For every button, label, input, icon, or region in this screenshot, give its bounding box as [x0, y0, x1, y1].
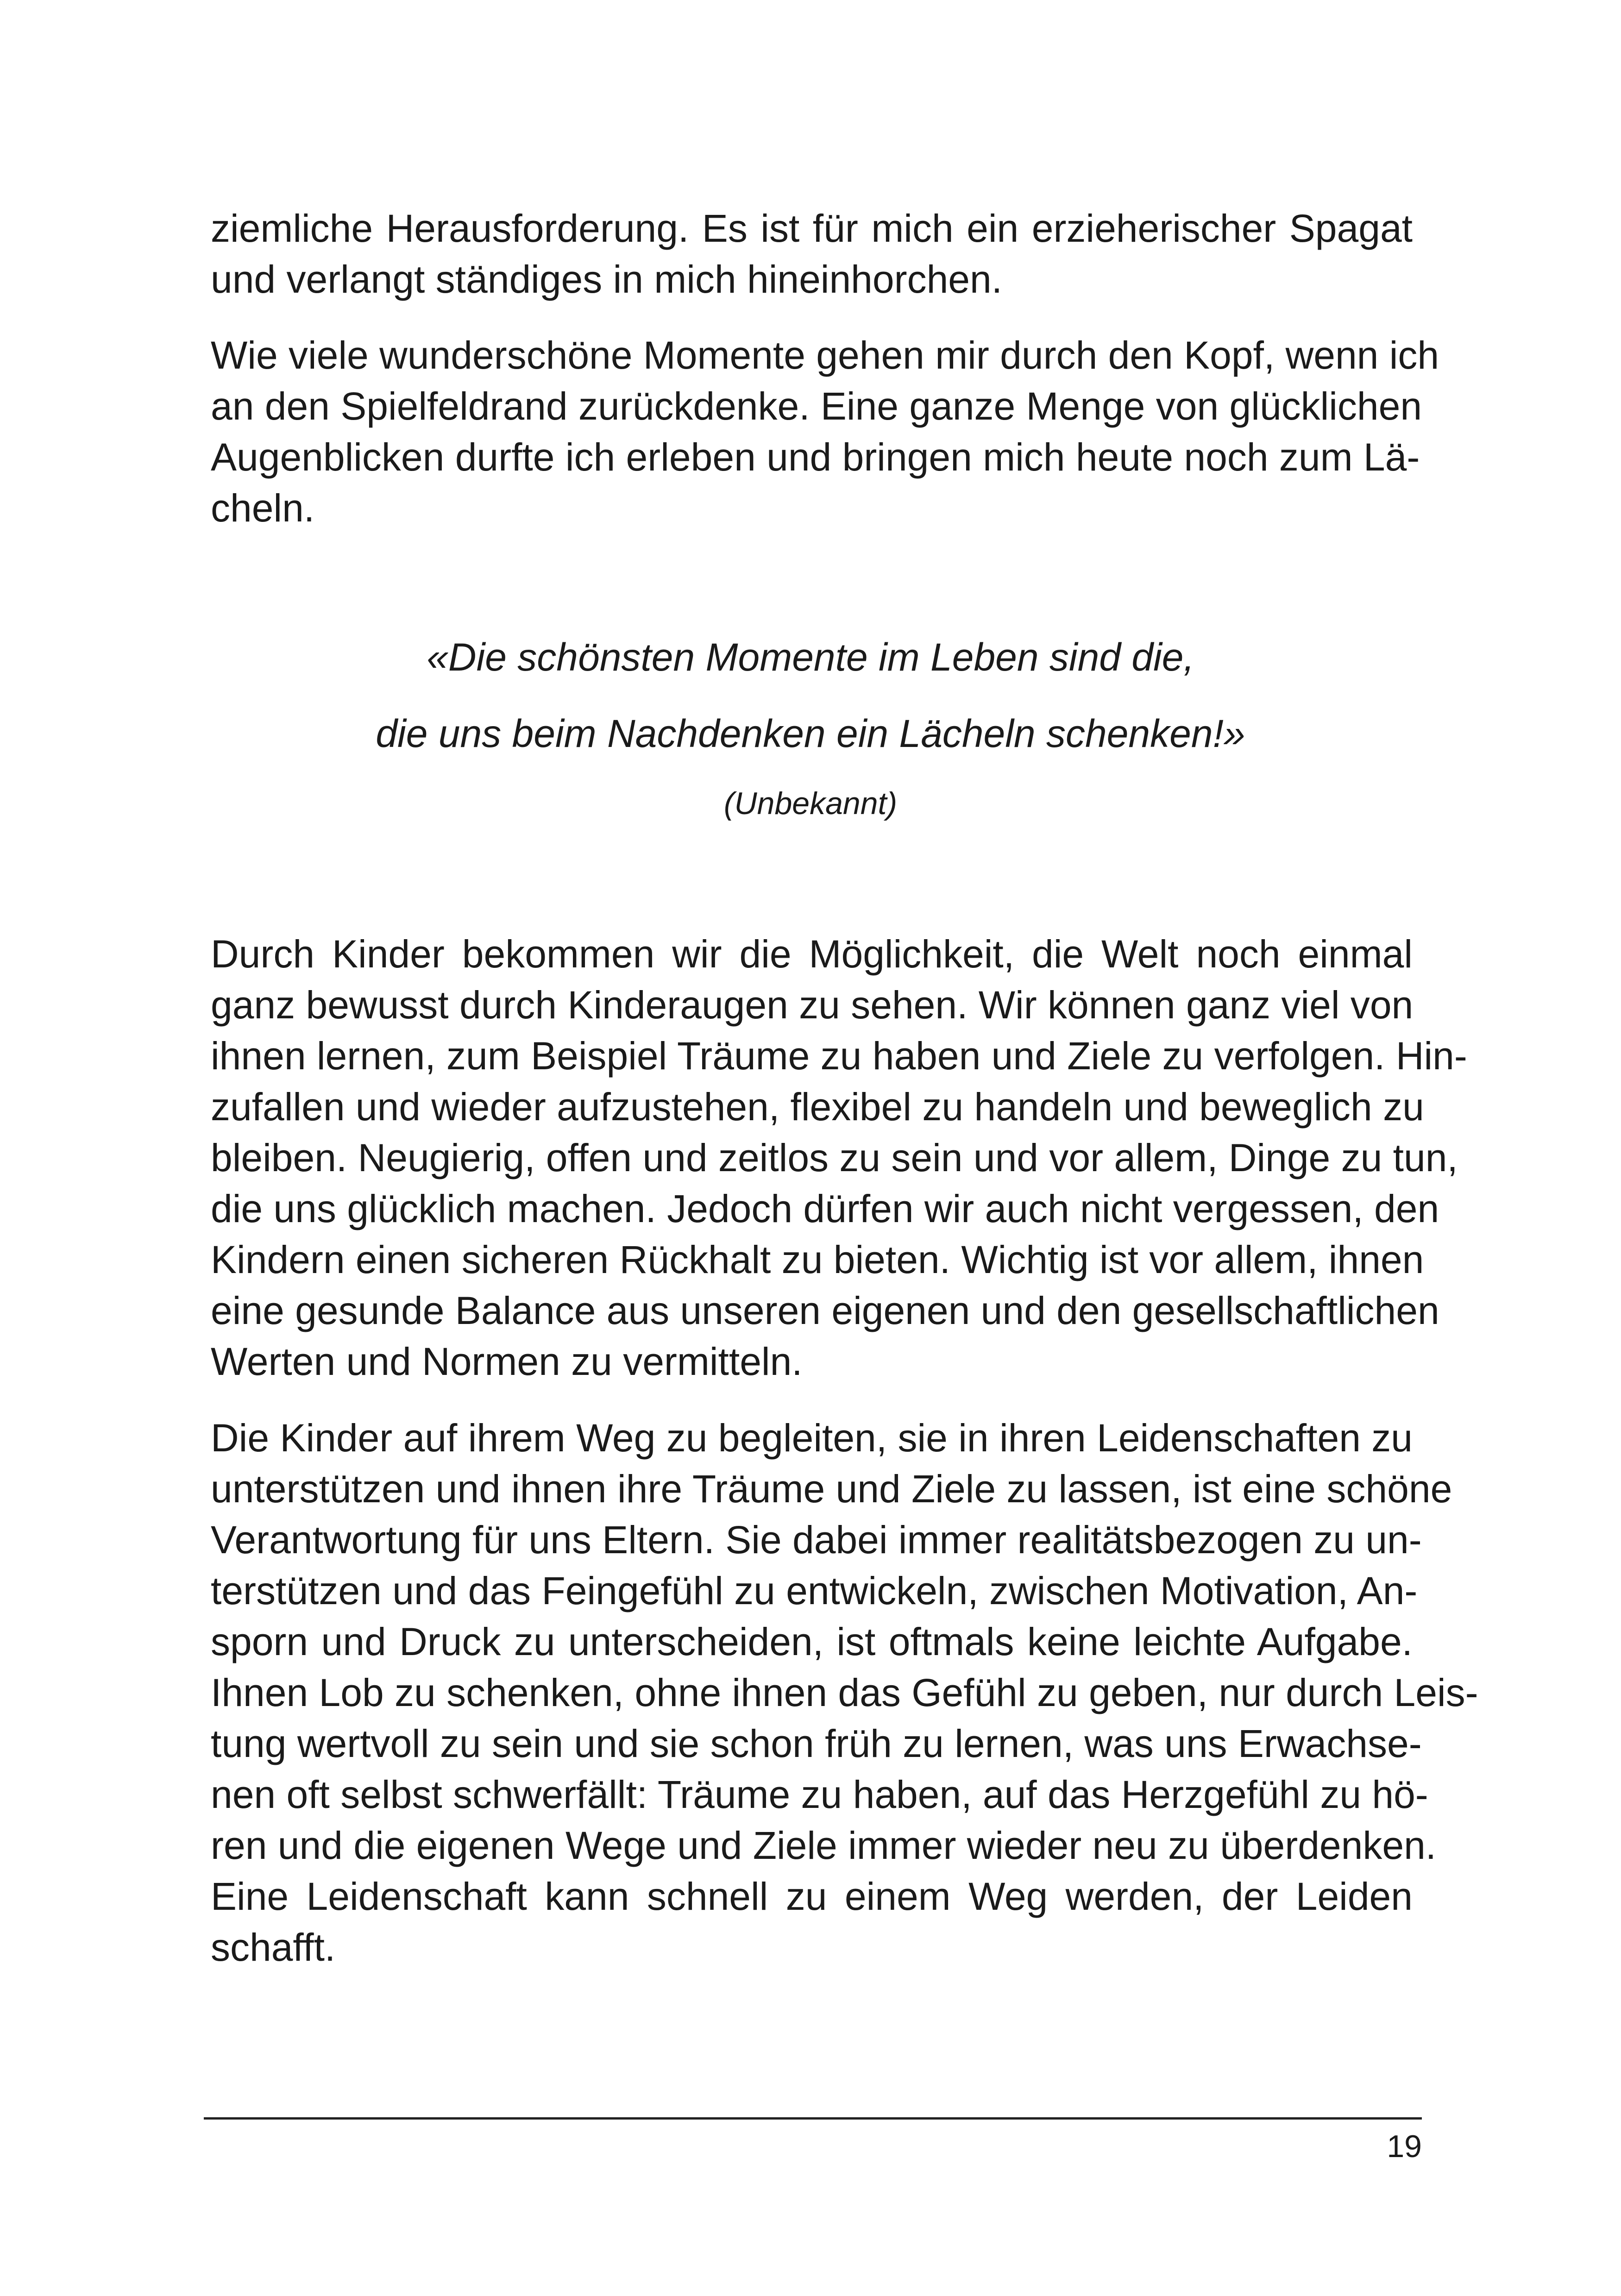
- paragraph-2-line-2: an den Spielfeldrand zurückdenke. Eine ganze Menge von glücklichen: [211, 384, 1422, 428]
- paragraph-2-line-1: Wie viele wunderschöne Momente gehen mir durch den Kopf, wenn ich: [211, 333, 1439, 377]
- paragraph-4-line-6: Ihnen Lob zu schenken, ohne ihnen das Gefühl zu geben, nur durch Leis-: [211, 1671, 1478, 1714]
- paragraph-1-line-1: ziemliche Herausforderung. Es ist für mich ein erzieherischer Spagat: [211, 207, 1413, 250]
- quote-line-2: die uns beim Nachdenken ein Lächeln schenken!»: [376, 712, 1245, 755]
- quote-source: (Unbekannt): [723, 786, 898, 821]
- paragraph-3-line-8: eine gesunde Balance aus unseren eigenen und den gesellschaftlichen: [211, 1289, 1439, 1332]
- page-number: 19: [1387, 2129, 1422, 2164]
- paragraph-4-line-1: Die Kinder auf ihrem Weg zu begleiten, sie in ihren Leidenschaften zu: [211, 1416, 1413, 1460]
- paragraph-3-line-3: ihnen lernen, zum Beispiel Träume zu haben und Ziele zu verfolgen. Hin-: [211, 1034, 1467, 1078]
- paragraph-4-line-3: Verantwortung für uns Eltern. Sie dabei immer realitätsbezogen zu un-: [211, 1518, 1422, 1562]
- paragraph-1-line-2: und verlangt ständiges in mich hineinhorchen.: [211, 257, 1003, 301]
- paragraph-4-line-8: nen oft selbst schwerfällt: Träume zu haben, auf das Herzgefühl zu hö-: [211, 1773, 1428, 1816]
- paragraph-4-line-2: unterstützen und ihnen ihre Träume und Ziele zu lassen, ist eine schöne: [211, 1467, 1452, 1511]
- paragraph-4-line-11: schafft.: [211, 1926, 336, 1969]
- paragraph-3-line-2: ganz bewusst durch Kinderaugen zu sehen. Wir können ganz viel von: [211, 983, 1414, 1027]
- paragraph-3-line-7: Kindern einen sicheren Rückhalt zu bieten. Wichtig ist vor allem, ihnen: [211, 1238, 1424, 1281]
- paragraph-3-line-5: bleiben. Neugierig, offen und zeitlos zu sein und vor allem, Dinge zu tun,: [211, 1136, 1458, 1179]
- quote-line-1: «Die schönsten Momente im Leben sind die,: [427, 635, 1194, 679]
- footer-divider: [204, 2117, 1422, 2120]
- paragraph-2-line-3: Augenblicken durfte ich erleben und bringen mich heute noch zum Lä-: [211, 435, 1420, 479]
- paragraph-3-line-9: Werten und Normen zu vermitteln.: [211, 1340, 803, 1383]
- paragraph-4-line-4: terstützen und das Feingefühl zu entwickeln, zwischen Motivation, An-: [211, 1569, 1418, 1612]
- paragraph-4-line-7: tung wertvoll zu sein und sie schon früh zu lernen, was uns Erwachse-: [211, 1722, 1422, 1765]
- paragraph-4-line-5: sporn und Druck zu unterscheiden, ist oftmals keine leichte Aufgabe.: [211, 1620, 1413, 1663]
- paragraph-3-line-6: die uns glücklich machen. Jedoch dürfen wir auch nicht vergessen, den: [211, 1187, 1439, 1230]
- paragraph-3-line-4: zufallen und wieder aufzustehen, flexibel zu handeln und beweglich zu: [211, 1085, 1424, 1129]
- paragraph-4-line-10: Eine Leidenschaft kann schnell zu einem Weg werden, der Leiden: [211, 1875, 1413, 1918]
- paragraph-3-line-1: Durch Kinder bekommen wir die Möglichkeit, die Welt noch einmal: [211, 932, 1413, 976]
- paragraph-2-line-4: cheln.: [211, 486, 315, 530]
- paragraph-4-line-9: ren und die eigenen Wege und Ziele immer wieder neu zu überdenken.: [211, 1824, 1437, 1867]
